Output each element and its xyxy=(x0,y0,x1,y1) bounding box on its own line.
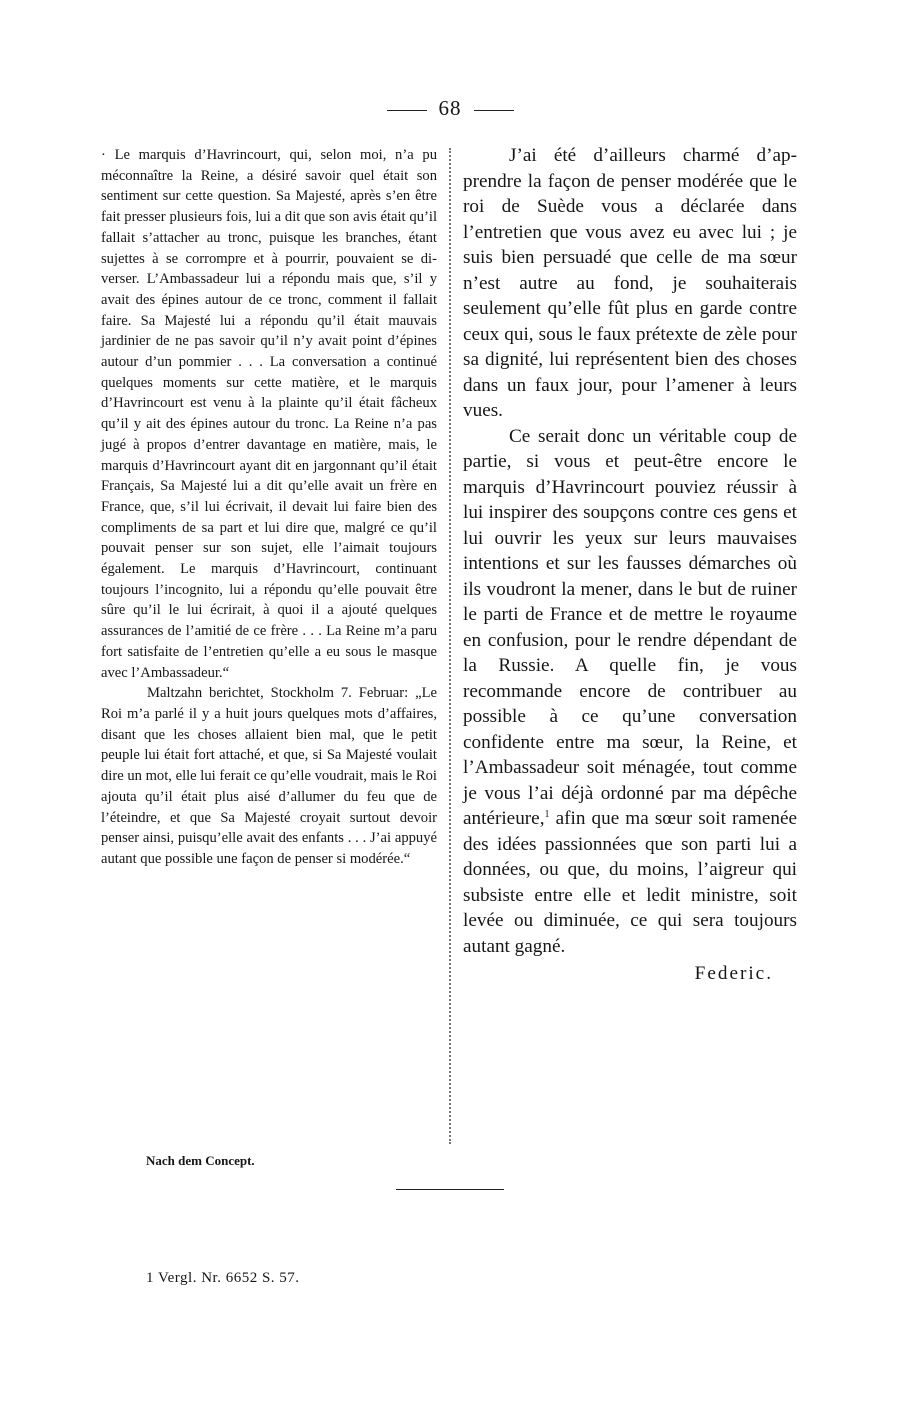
page-number-dash-left xyxy=(387,110,427,111)
right-column xyxy=(463,143,797,987)
left-paragraph-2: Maltzahn berichtet, Stockholm 7. Februar: „Le Roi m’a parlé il y a huit jours quelques mots d’affaires, disant que les choses allaient bien mal, que le petit peuple lui était fort attaché, et que, si Sa Majesté voulait dire un mot, elle lui ferait ce qu’elle voudrait, mais le Roi ajouta qu’il était plus aisé d’allumer du feu que de l’éteindre, et que Sa Majesté croyait surtout devoir penser ainsi, puisqu’elle avait des enfants . . . J’ai appuyé autant que possible une façon de penser si modérée.“ xyxy=(101,685,437,867)
footnote xyxy=(146,1270,300,1287)
right-paragraph-1: J’ai été d’ailleurs charmé d’apprendre la façon de penser modérée que le roi de Suède vous a déclarée dans l’entretien que vous avez eu avec lui ; je suis bien persuadé que celle de ma sœur n’est autre au fond, je souhaiterais seulement qu’elle fût plus en garde contre ceux qui, sous le faux prétexte de zèle pour sa dignité, lui représentent bien des choses dans un faux jour, pour l’amener à leurs vues. xyxy=(463,145,797,421)
right-paragraph-2-tail: afin que ma sœur soit ramenée des idées passionnées que son parti lui a données, ou que, du moins, l’aigreur qui subsiste entre elle et ledit ministre, soit levée ou diminuée, ce qui sera toujours autant gagné. xyxy=(463,808,797,957)
source-note: Nach dem Concept. xyxy=(146,1153,255,1168)
footnote-separator xyxy=(396,1189,504,1190)
right-paragraph-2 xyxy=(463,424,797,960)
column-divider xyxy=(449,148,451,1144)
left-column xyxy=(101,145,437,870)
signature: Federic. xyxy=(694,963,773,984)
footnote-marker: 1 xyxy=(146,1270,154,1286)
footnote-text: Vergl. Nr. 6652 S. 57. xyxy=(154,1270,300,1286)
page-number-dash-right xyxy=(474,110,514,111)
footnote-reference: 1 xyxy=(544,809,550,820)
right-paragraph-2-body: Ce serait donc un véritable coup de partie, si vous et peut-être encore le marquis d’Havrincourt pouviez réussir à lui inspirer des soupçons contre ces gens et lui ouvrir les yeux sur leurs mauvaises intentions et sur les fausses démarches où ils voudront la mener, dans le but de ruiner le parti de France et de mettre le royaume en confusion, pour le rendre dépendant de la Russie. A quelle fin, je vous recommande encore de contribuer au possible à ce qu’une conversation confidente entre ma sœur, la Reine, et l’Ambassadeur soit ménagée, tout comme je vous l’ai déjà ordonné par ma dépêche antérieure, xyxy=(463,425,797,829)
left-paragraph-1: · Le marquis d’Havrincourt, qui, selon moi, n’a pu méconnaître la Reine, a désiré savoir quel était son sentiment sur cette question. Sa Majesté, après s’en être fait presser plusieurs fois, lui a dit que son avis était qu’il fallait s’attacher au tronc, puisque les branches, étant sujettes à se corrompre et à pourrir, pouvaient se diverser. L’Ambassadeur lui a répondu mais que, s’il y avait des épines autour de ce tronc, comment il fallait faire. Sa Majesté lui a répondu qu’il était mauvais jardinier de ne pas savoir qu’il n’y avait point d’épines autour d’un pommier . . . La conversation a continué quelques moments sur cette matière, et le marquis d’Havrincourt est venu à la plainte qu’il était fâcheux qu’il y ait des épines autour du tronc. La Reine n’a pas jugé à propos d’entrer davantage en matière, mais, le marquis d’Havrincourt ayant dit en jargonnant qu’il était Français, Sa Majesté lui a dit qu’elle avait un frère en France, que, s’il lui écrivait, il devait lui faire bien des compliments de sa part et lui dire que, malgré ce qu’il pouvait penser sur son sujet, elle l’aimait toujours également. Le marquis d’Havrincourt, continuant toujours l’incognito, lui a répondu qu’elle pouvait être sûre qu’il le lui écrirait, à quoi il a ajouté quelques assurances de l’amitié de ce frère . . . La Reine m’a paru fort satisfaite de l’entretien qu’elle a eu sous le masque avec l’Ambassadeur.“ xyxy=(101,147,437,681)
page-number xyxy=(0,96,900,121)
page-number-text: 68 xyxy=(438,96,462,120)
